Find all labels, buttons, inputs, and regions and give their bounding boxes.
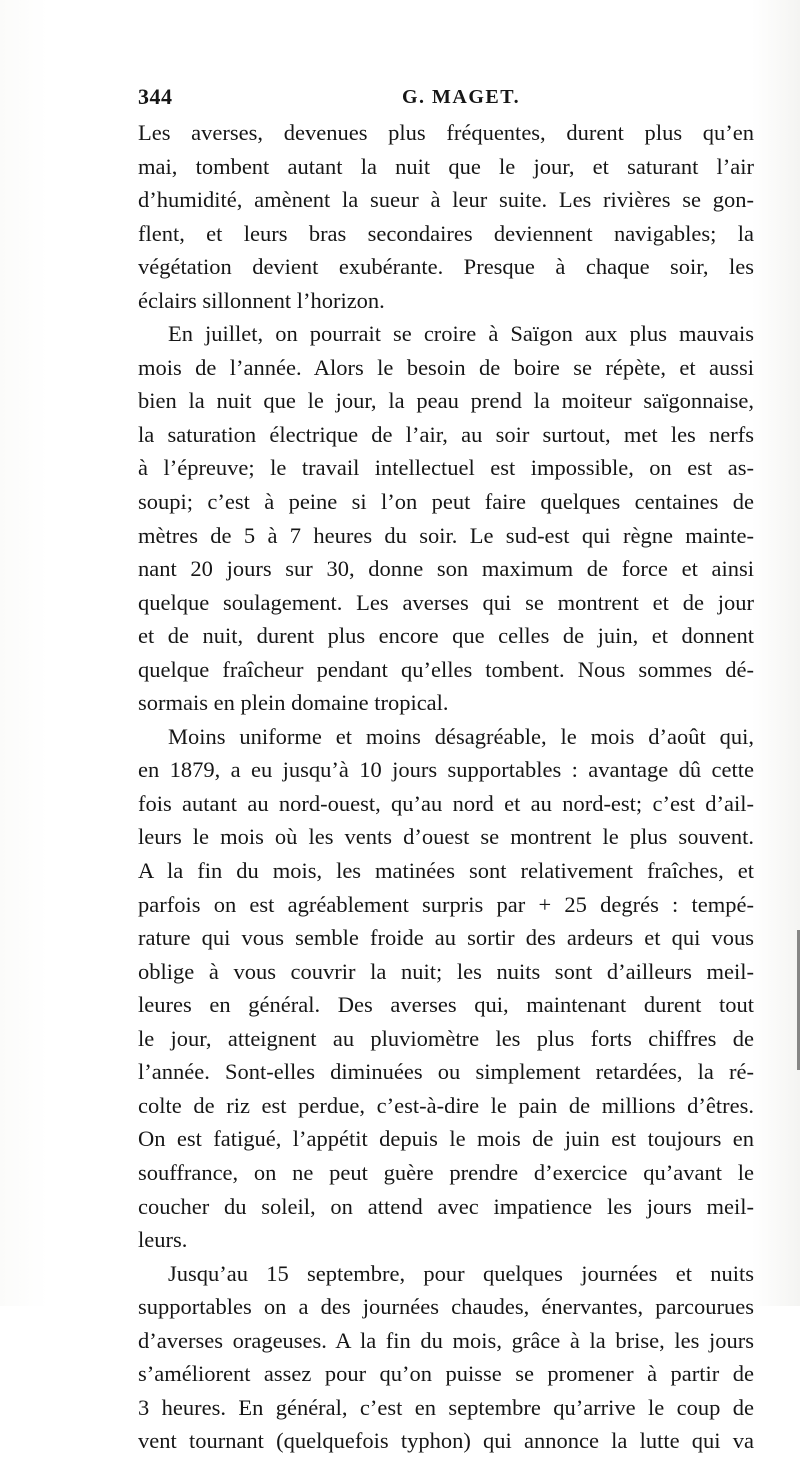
text-line: en 1879, a eu jusqu’à 10 jours supportables : avantage dû cette <box>138 757 754 783</box>
text-line: 3 heures. En général, c’est en septembre qu’arrive le coup de <box>138 1394 754 1420</box>
text-line: A la fin du mois, les matinées sont relativement fraîches, et <box>138 858 754 884</box>
paragraph-start: Jusqu’au 15 septembre, pour quelques journées et nuits <box>168 1260 754 1286</box>
page-header <box>138 84 778 114</box>
running-head: G. MAGET. <box>402 86 521 108</box>
text-line: On est fatigué, l’appétit depuis le mois de juin est toujours en <box>138 1126 754 1152</box>
text-line: quelque soulagement. Les averses qui se montrent et de jour <box>138 589 754 615</box>
text-line: coucher du soleil, on attend avec impatience les jours meil- <box>138 1193 754 1219</box>
text-line: mètres de 5 à 7 heures du soir. Le sud-est qui règne mainte- <box>138 522 754 548</box>
text-line: leurs le mois où les vents d’ouest se montrent le plus souvent. <box>138 824 754 850</box>
paragraph-start: Moins uniforme et moins désagréable, le mois d’août qui, <box>168 723 754 749</box>
text-line: à l’épreuve; le travail intellectuel est impossible, on est as- <box>138 455 754 481</box>
text-line: végétation devient exubérante. Presque à chaque soir, les <box>138 254 754 280</box>
text-line: souffrance, on ne peut guère prendre d’exercice qu’avant le <box>138 1159 754 1185</box>
page-number: 344 <box>138 84 173 109</box>
text-line: d’humidité, amènent la sueur à leur suite. Les rivières se gon- <box>138 187 754 213</box>
text-line: éclairs sillonnent l’horizon. <box>138 287 385 313</box>
text-line: mai, tombent autant la nuit que le jour, et saturant l’air <box>138 153 754 179</box>
text-line: s’améliorent assez pour qu’on puisse se promener à partir de <box>138 1361 754 1387</box>
text-line: supportables on a des journées chaudes, énervantes, parcourues <box>138 1294 754 1320</box>
paragraph-start: En juillet, on pourrait se croire à Saïgon aux plus mauvais <box>168 321 754 347</box>
text-line: sormais en plein domaine tropical. <box>138 690 449 716</box>
text-line: rature qui vous semble froide au sortir des ardeurs et qui vous <box>138 925 754 951</box>
text-line: fois autant au nord-ouest, qu’au nord et au nord-est; c’est d’ail- <box>138 790 754 816</box>
text-line: leures en général. Des averses qui, maintenant durent tout <box>138 992 754 1018</box>
text-line: et de nuit, durent plus encore que celles de juin, et donnent <box>138 623 754 649</box>
text-line: parfois on est agréablement surpris par + 25 degrés : tempé- <box>138 891 754 917</box>
body-text <box>138 116 754 1458</box>
text-line: vent tournant (quelquefois typhon) qui annonce la lutte qui va <box>138 1428 754 1454</box>
text-line: Les averses, devenues plus fréquentes, durent plus qu’en <box>138 120 754 145</box>
text-line: leurs. <box>138 1227 188 1253</box>
text-line: nant 20 jours sur 30, donne son maximum de force et ainsi <box>138 556 754 582</box>
text-line: soupi; c’est à peine si l’on peut faire quelques centaines de <box>138 489 754 515</box>
text-line: mois de l’année. Alors le besoin de boire se répète, et aussi <box>138 354 754 380</box>
text-line: flent, et leurs bras secondaires deviennent navigables; la <box>138 220 754 246</box>
text-line: oblige à vous couvrir la nuit; les nuits sont d’ailleurs meil- <box>138 958 754 984</box>
text-line: quelque fraîcheur pendant qu’elles tombent. Nous sommes dé- <box>138 656 754 682</box>
text-line: le jour, atteignent au pluviomètre les plus forts chiffres de <box>138 1025 754 1051</box>
text-line: l’année. Sont-elles diminuées ou simplement retardées, la ré- <box>138 1059 754 1085</box>
text-line: bien la nuit que le jour, la peau prend la moiteur saïgonnaise, <box>138 388 754 414</box>
text-line: colte de riz est perdue, c’est-à-dire le pain de millions d’êtres. <box>138 1092 754 1118</box>
text-line: la saturation électrique de l’air, au soir surtout, met les nerfs <box>138 421 754 447</box>
text-line: d’averses orageuses. A la fin du mois, grâce à la brise, les jours <box>138 1327 754 1353</box>
